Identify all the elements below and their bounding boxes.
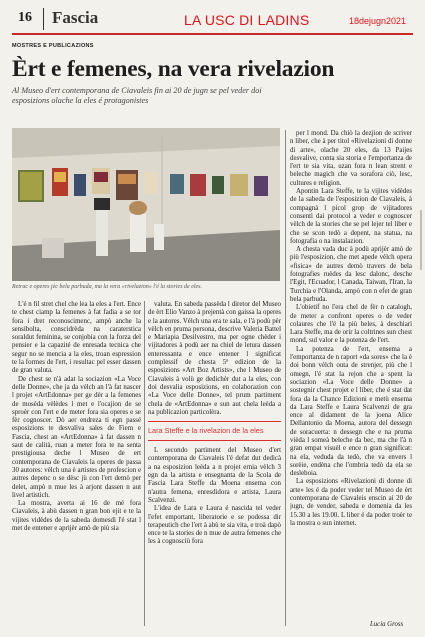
kicker: MOSTRES E PUBLICAZIONS [12,43,94,49]
column-divider [144,301,145,626]
paragraph: La mostra, averta ai 16 de mé fora Ciavaleis, à abù dassen n gran bon ejit e te la vijites vidèdes de la sabeda domesdì l'é stat l met de entener e aprijèr amò de più sia [12,500,141,533]
page-edge [420,210,422,270]
column-divider [285,130,286,626]
paragraph: L secondo partiment del Museo d'ert contemporana de Ciavaleis l'é defat dut dedicà a na esposizion leèda a n projet ernia vèlch 3 egn da la artista e ensegnanta de la Scola de Fascia Lara Steffe da Moena ensema con n'autra femena, enresdidora e artista, Laura Scalvenzi. [148,447,281,504]
exhibition-photo [12,128,280,281]
column-3 [290,130,412,615]
paragraph: A chesta vada duc à podù aprijèr amò de più l'esposizion, che met apede vèlch opera «fisica» de autres demò travers de bela fotografies ruèdes da lesc dalonc, desche l'Egit, l'Ecuador, l Canada, Taiwan, l'Iran, la Turchia e l'Olanda, ampò con n efet de gran bela parbuda. [290,246,412,303]
paragraph: per l mond. Da chiò la dezjion de scriver n liber, che à per titol «Rivelazioni di donne di arte», olache 20 eles, da 13 Paijes desvalive, conta sia storia e l'emportanza de l'ert te sia vita, uzan fora n lean strent e beleche magich che va sorafora ciò, lesc, cultures e religion. [290,130,412,187]
column-1 [12,301,141,631]
headline: Èrt e femenes, na vera rivelazion [12,56,335,82]
page-number: 16 [18,10,32,25]
paragraph: valuta. En sabeda passèda l diretor del Museo de èrt Elio Vanzo à prejentà con gaissa la operes e la autores. Vèlch una era te sala, e l'à podù pèr vèlch en pruma persona, descrive Valeria Battel e Mariapia Desilvestro, ma per ogne chèder i vijitadores à podù aer na chiel de letura dassen enteressanta e ence entener l significat complessif de chesta 5ª edizion de la esposizions «Art Boz Artists», che l Museo de Ciavaleis à volù ge dedichèr dut a la eles, con doi desvalia esposizions, en colaborazion con «La Voce delle Donne», tel prum partiment chela de «ArtEdonna» e sun aut chela leèda a na publicazion particolèra. [148,301,281,416]
paragraph: Apontin Lara Steffe, te la vijites vidèdes de la sabeda de l'esposizion de Ciavaleis, à compagnà l picol grop de vijitadores consentì dai protocol a veder e cognoscer vèlch de la stories che se pel lejer tel liber e che se scon tedò a depent, na statua, na fotografia o na instalazion. [290,188,412,245]
paragraph: La esposizions «Rivelazioni di donne di arte» les é da poder veder tel Museo de èrt contemporana de Ciavaleis enscin ai 20 de jugn, de vender, sabeda e domenia da les 15.30 a les 19.00. L liber é da poder troèr te la mostra o sun internet. [290,478,412,527]
byline: Lucia Gross [370,621,404,628]
paragraph: L'idea de Lara e Laura é nascida tel veder l'efet emportant, liberatorie e se podessa dir terapeutich che l'ert à abù te sia vita, e troà dapò ence te la stories de n mue de autra femenes che les à cognosciù fora [148,505,281,546]
paragraph: L'é n fil stret chel che lea la eles a l'ert. Ence te chest ciamp la femenes à fat fadia a se tor fora i dret reconoscimenc, ampò anche la sensibolta, conscidrèda na caraterstica soraldut feminina, se conjobia con la forza del pensier e la capazité de enresada tecnica che segur no se mencia a la eles, troan espression te la formes de l'ert, i resultac pel esser dassen de gran valuta. [12,301,141,375]
paragraph: De chest se n'à adat la sociazion «La Voce delle Donne», che ja da vèlch an l'à fat nascer l projet «ArtEdonna» per ge dèr a la femenes de mosèda vèlèdes l met e l'ocajion de se sproèr con l'ert e de meter fora sia operes e se fèr cognoscer. Dò aer endreza ti egn passé esposizions te desvaliva sales de Fiem e Fascia, chest an «ArtEdonna» à fat dassen n saut de calità, ruan a meter fora te na senta prestigiousa deche l Museo de ert contemporana de Ciavaleis la operes de passa 30 autores: vèlch una è artistes de profescion e autres depenc o se dèsc jù con l'ert demò per delet, ampò n mue les à arjont dassen n aut livel artistich. [12,375,141,499]
publication-title: LA USC DI LADINS [184,12,310,28]
pull-quote: Lara Steffe e la rivelazion de la eles [148,421,281,441]
publication-date: 18dejugn2021 [349,16,407,26]
paragraph: L'obietif no l'era chel de fèr n catalogh, de meter a confront operes o de veder colaures che l'é la più beles, à deschiarì Lara Steffe, ma de orir la coltrines sun chest mond, sul valor e la potenza de l'ert. [290,304,412,345]
column-2 [148,301,281,631]
standfirst: Al Museo d'ert contemporana de Ciavaleis fin ai 20 de jugn se pel veder doi esposizions olache la eles é protagonistes [12,86,262,105]
paragraph: La potenza de l'ert, ensema a l'emportanza de n raport «da sores» che la è doi bonn vèlch outa de strenjer, più che l omegn, l'é stat la rejon che a spent la sociazion «La Voce delle Donne» a sostegnir chest projet e l liber, che é stat dat fora da la Chance Edizioni e metù ensema da Lara Steffe e Laura Scalvenzi de gra ence al didament de la joena Alice Dellantonio da Moena, autora del dessegn de soracuerta: n dessegn che e na pruma vièda l someà beleche da bec, ma che l'à n gran empat visuèl e ence n gran significat: na ela, veduda da tedò, che va envers l sorèie, endèna che l'ombria tedò da ela se desleboia. [290,345,412,478]
photo-caption: Retrac e operes jèc bela parbuda, ma la vera «rivelazion» l'é la stories de eles. [12,284,203,290]
section-title: Fascia [52,8,99,27]
header-rule [12,33,413,35]
header-divider [43,8,44,30]
